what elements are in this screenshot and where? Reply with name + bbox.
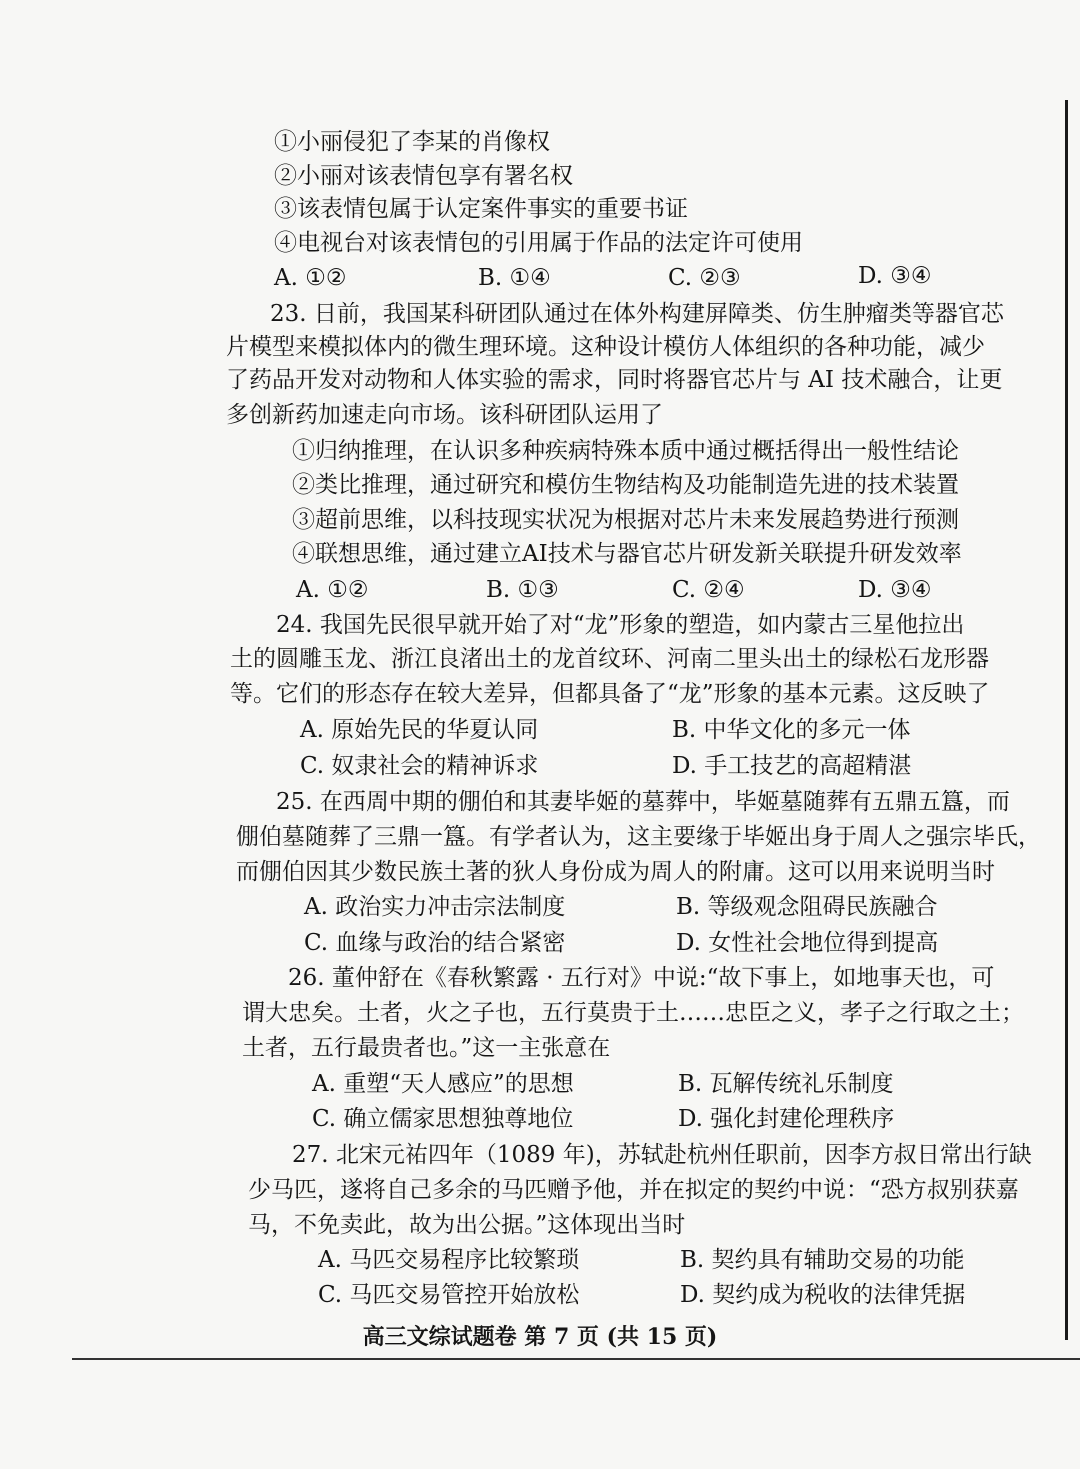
q27-stem-line-2: 少马匹，遂将自己多余的马匹赠予他，并在拟定的契约中说：“恐方叔别获嘉 xyxy=(248,1177,1019,1203)
q25-stem-line-3: 而倗伯因其少数民族土著的狄人身份成为周人的附庸。这可以用来说明当时 xyxy=(236,859,995,885)
q23-statement-4: ④联想思维，通过建立AI技术与器官芯片研发新关联提升研发效率 xyxy=(292,541,962,567)
q26-option-d: D. 强化封建伦理秩序 xyxy=(678,1106,895,1132)
q22-option-b: B. ①④ xyxy=(478,265,551,291)
q22-statement-1: ①小丽侵犯了李某的肖像权 xyxy=(274,129,550,155)
q23-stem-line-3: 了药品开发对动物和人体实验的需求，同时将器官芯片与 AI 技术融合，让更 xyxy=(226,367,1003,393)
q22-statement-4: ④电视台对该表情包的引用属于作品的法定许可使用 xyxy=(274,230,803,256)
footer-rule xyxy=(72,1358,1080,1360)
q23-statement-2: ②类比推理，通过研究和模仿生物结构及功能制造先进的技术装置 xyxy=(292,472,959,498)
q23-stem-line-2: 片模型来模拟体内的微生理环境。这种设计模仿人体组织的各种功能，减少 xyxy=(226,334,985,360)
q26-stem-line-3: 土者，五行最贵者也。”这一主张意在 xyxy=(242,1035,611,1061)
q22-option-d: D. ③④ xyxy=(858,263,932,289)
q27-option-b: B. 契约具有辅助交易的功能 xyxy=(680,1247,965,1273)
q26-option-b: B. 瓦解传统礼乐制度 xyxy=(678,1071,894,1097)
q23-statement-3: ③超前思维，以科技现实状况为根据对芯片未来发展趋势进行预测 xyxy=(292,507,959,533)
q23-option-a: A. ①② xyxy=(296,577,369,603)
q23-option-b: B. ①③ xyxy=(486,577,559,603)
q23-option-c: C. ②④ xyxy=(672,577,745,603)
q25-option-c: C. 血缘与政治的结合紧密 xyxy=(304,930,566,956)
q23-stem-line-1: 23. 日前，我国某科研团队通过在体外构建屏障类、仿生肿瘤类等器官芯 xyxy=(270,301,1004,327)
q26-stem-line-1: 26. 董仲舒在《春秋繁露 · 五行对》中说:“故下事上，如地事天也，可 xyxy=(288,965,995,991)
q25-option-d: D. 女性社会地位得到提高 xyxy=(676,930,939,956)
q26-option-a: A. 重塑“天人感应”的思想 xyxy=(312,1071,574,1097)
q25-stem-line-1: 25. 在西周中期的倗伯和其妻毕姬的墓葬中，毕姬墓随葬有五鼎五簋，而 xyxy=(276,789,1010,815)
q24-stem-line-1: 24. 我国先民很早就开始了对“龙”形象的塑造，如内蒙古三星他拉出 xyxy=(276,612,965,638)
q22-statement-3: ③该表情包属于认定案件事实的重要书证 xyxy=(274,196,688,222)
q27-option-a: A. 马匹交易程序比较繁琐 xyxy=(318,1247,580,1273)
q22-option-c: C. ②③ xyxy=(668,265,741,291)
q27-stem-line-3: 马，不免卖此，故为出公据。”这体现出当时 xyxy=(248,1212,686,1238)
q22-statement-2: ②小丽对该表情包享有署名权 xyxy=(274,163,573,189)
q24-option-c: C. 奴隶社会的精神诉求 xyxy=(300,753,539,779)
binding-edge-line xyxy=(1065,100,1068,1340)
q24-option-d: D. 手工技艺的高超精湛 xyxy=(672,753,912,779)
q24-stem-line-2: 土的圆雕玉龙、浙江良渚出土的龙首纹环、河南二里头出土的绿松石龙形器 xyxy=(230,646,989,672)
q24-option-b: B. 中华文化的多元一体 xyxy=(672,717,911,743)
q25-option-a: A. 政治实力冲击宗法制度 xyxy=(304,894,566,920)
q25-option-b: B. 等级观念阻碍民族融合 xyxy=(676,894,938,920)
q27-stem-line-1: 27. 北宋元祐四年（1089 年)，苏轼赴杭州任职前，因李方叔日常出行缺 xyxy=(292,1142,1032,1168)
q23-statement-1: ①归纳推理，在认识多种疾病特殊本质中通过概括得出一般性结论 xyxy=(292,438,959,464)
q25-stem-line-2: 倗伯墓随葬了三鼎一簋。有学者认为，这主要缘于毕姬出身于周人之强宗毕氏， xyxy=(236,824,1041,850)
q22-option-a: A. ①② xyxy=(274,265,347,291)
q26-option-c: C. 确立儒家思想独尊地位 xyxy=(312,1106,574,1132)
page-footer: 高三文综试题卷 第 7 页 (共 15 页) xyxy=(362,1324,718,1350)
q24-stem-line-3: 等。它们的形态存在较大差异，但都具备了“龙”形象的基本元素。这反映了 xyxy=(230,681,990,707)
q24-option-a: A. 原始先民的华夏认同 xyxy=(300,717,539,743)
q23-option-d: D. ③④ xyxy=(858,577,932,603)
q26-stem-line-2: 谓大忠矣。土者，火之子也，五行莫贵于土……忠臣之义，孝子之行取之土； xyxy=(242,1000,1024,1026)
q27-option-c: C. 马匹交易管控开始放松 xyxy=(318,1282,580,1308)
q23-stem-line-4: 多创新药加速走向市场。该科研团队运用了 xyxy=(226,402,663,428)
q27-option-d: D. 契约成为税收的法律凭据 xyxy=(680,1282,966,1308)
